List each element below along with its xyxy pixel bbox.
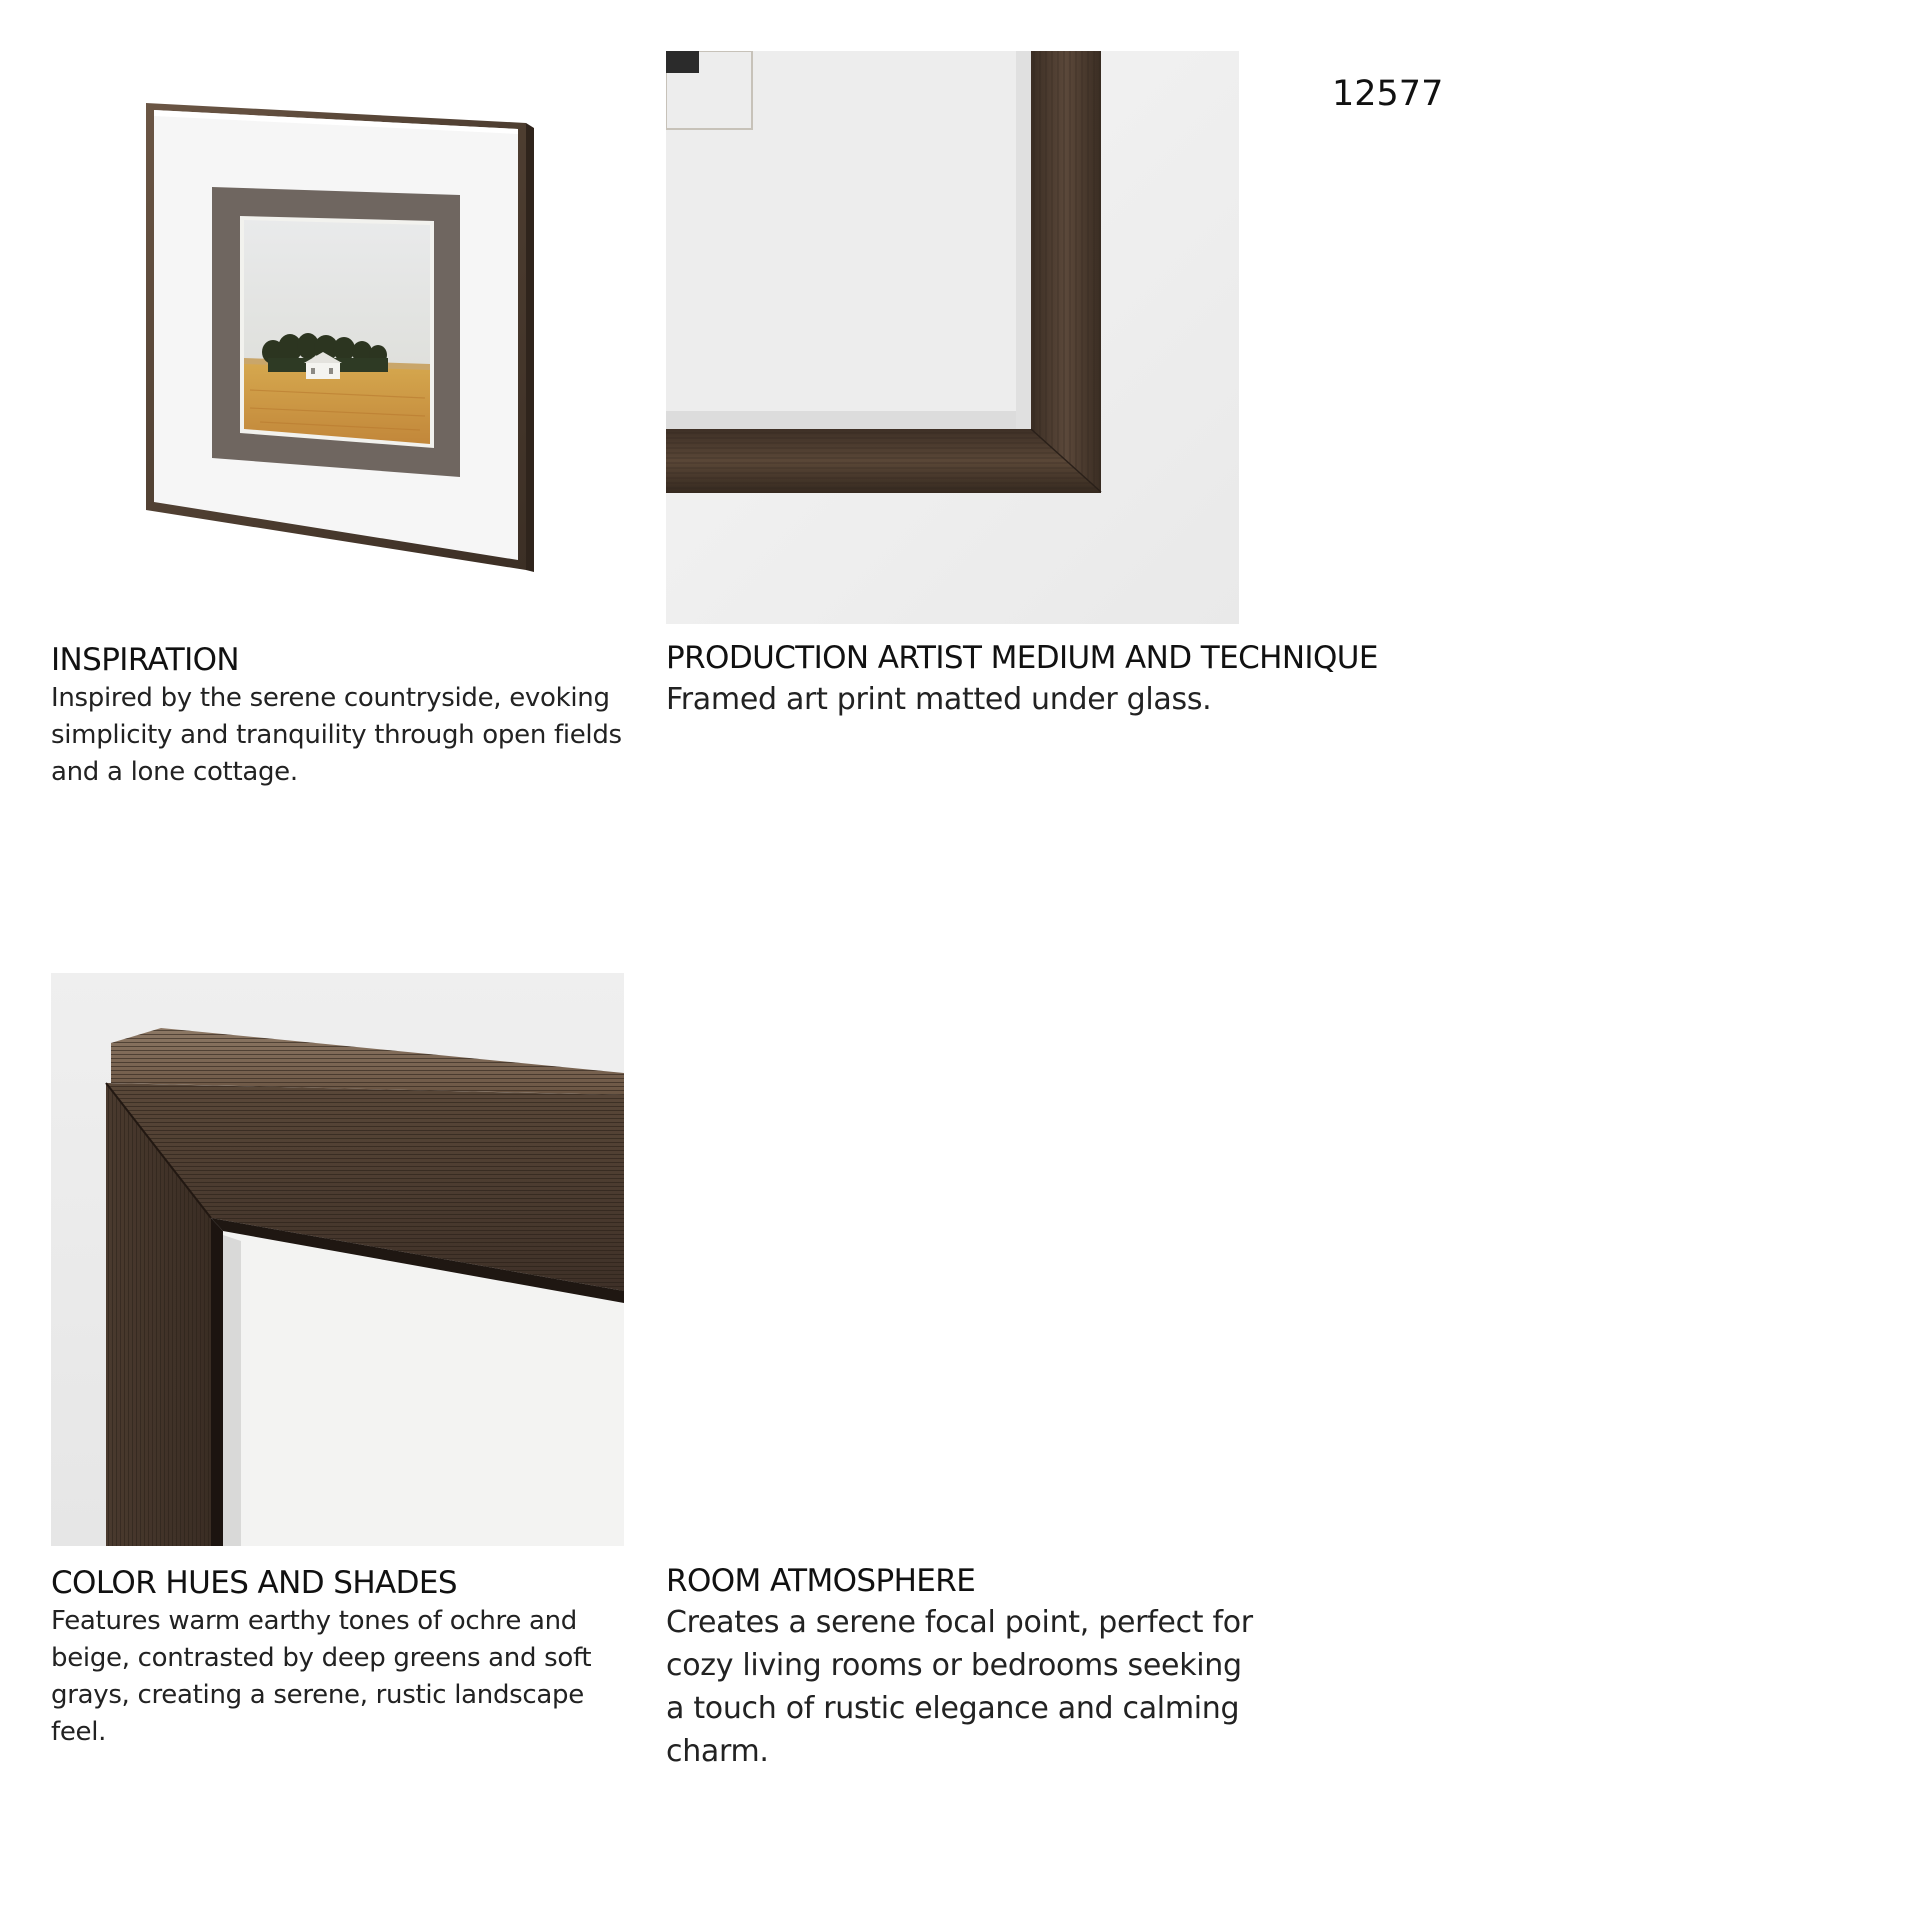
production-heading: PRODUCTION ARTIST MEDIUM AND TECHNIQUE: [666, 640, 1378, 676]
color-body: Features warm earthy tones of ochre and beige, contrasted by deep greens and soft grays, creating a serene, rustic landscape feel.: [51, 1606, 592, 1747]
room-heading: ROOM ATMOSPHERE: [666, 1563, 976, 1599]
production-body: Framed art print matted under glass.: [666, 682, 1212, 717]
inspiration-heading: INSPIRATION: [51, 642, 239, 678]
color-section: [51, 1565, 641, 1751]
inspiration-section: [51, 642, 631, 791]
frame-edge-detail-photo: [51, 973, 624, 1546]
frame-corner-closeup-photo: [666, 51, 1239, 624]
production-section: [666, 640, 1566, 721]
color-heading: COLOR HUES AND SHADES: [51, 1565, 457, 1601]
product-number: 12577: [1332, 74, 1444, 114]
framed-landscape-print-photo: [130, 90, 550, 590]
room-section: [666, 1563, 1256, 1773]
inspiration-body: Inspired by the serene countryside, evoking simplicity and tranquility through open fields and a lone cottage.: [51, 683, 622, 787]
room-body: Creates a serene focal point, perfect for cozy living rooms or bedrooms seeking a touch of rustic elegance and calming charm.: [666, 1605, 1253, 1769]
